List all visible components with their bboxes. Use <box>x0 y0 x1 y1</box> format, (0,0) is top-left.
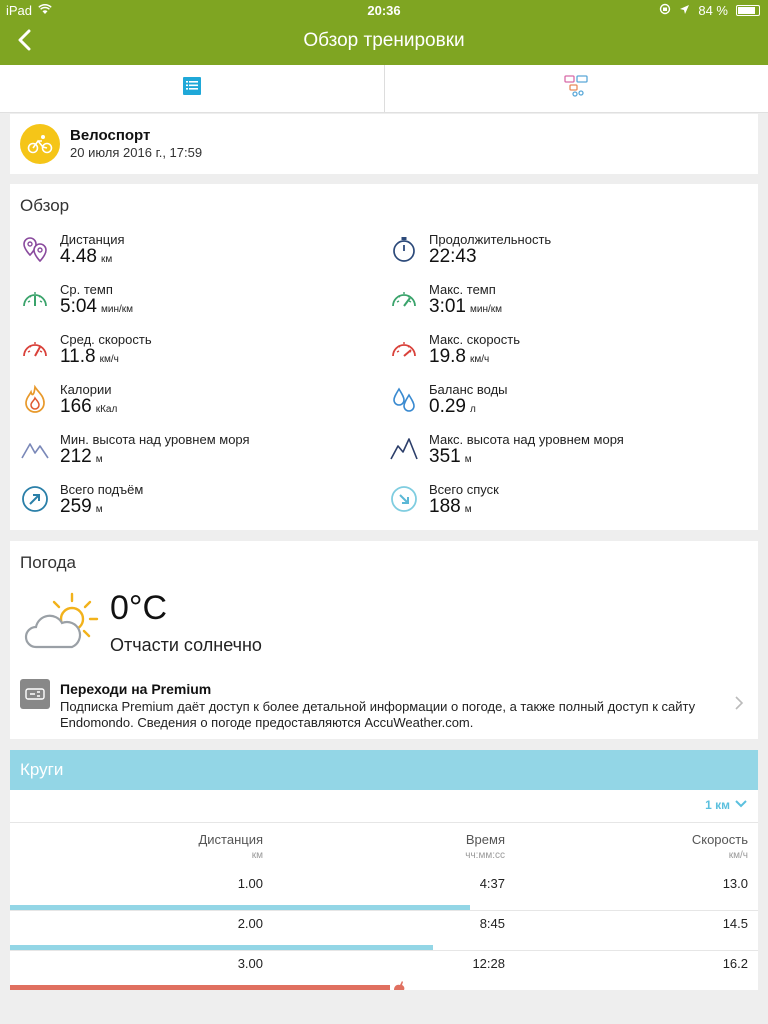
flame-icon <box>20 384 50 414</box>
map-pins-icon <box>20 234 50 264</box>
column-header-time: Время <box>465 832 505 847</box>
battery-percent: 84 % <box>698 3 728 18</box>
battery-icon <box>736 5 760 16</box>
stat-value: 188 <box>429 496 461 517</box>
max-pace-gauge-icon <box>389 284 419 314</box>
ascent-icon <box>20 484 50 514</box>
stat-unit: м <box>464 504 472 515</box>
stat-value: 259 <box>60 496 92 517</box>
lap-row <box>10 910 758 950</box>
lap-speed: 13.0 <box>722 876 748 891</box>
stat-unit: м <box>95 504 103 515</box>
premium-promo[interactable] <box>10 671 758 739</box>
stat-label: Дистанция <box>60 232 125 247</box>
status-time: 20:36 <box>367 3 401 18</box>
stat-unit: мин/км <box>100 304 133 315</box>
app-header <box>0 0 768 65</box>
min-altitude-icon <box>20 434 50 464</box>
chevron-right-icon <box>734 695 744 716</box>
stat-value: 5:04 <box>60 296 97 317</box>
stat-unit: м <box>464 454 472 465</box>
stat-label: Баланс воды <box>429 382 508 397</box>
cycling-icon <box>20 124 60 164</box>
speed-gauge-icon <box>20 334 50 364</box>
stopwatch-icon <box>389 234 419 264</box>
weather-card <box>10 541 758 739</box>
list-document-icon <box>182 76 202 101</box>
water-drops-icon <box>389 384 419 414</box>
column-header-speed: Скорость <box>691 832 748 847</box>
sport-name: Велоспорт <box>70 127 151 144</box>
chevron-down-icon <box>734 798 748 812</box>
lap-distance: 3.00 <box>237 956 263 971</box>
stat-label: Продолжительность <box>429 232 552 247</box>
device-name: iPad <box>6 3 33 18</box>
stat-unit: км <box>100 254 113 265</box>
comments-icon <box>564 74 588 103</box>
lap-row <box>10 950 758 990</box>
stat-unit: км/ч <box>469 354 490 365</box>
stat-value: 0.29 <box>429 396 466 417</box>
stat-unit: кКал <box>95 404 118 415</box>
stat-value: 212 <box>60 446 92 467</box>
lap-time: 12:28 <box>472 956 505 971</box>
lap-length-value: 1 км <box>705 798 730 812</box>
stat-value: 3:01 <box>429 296 466 317</box>
stat-label: Макс. высота над уровнем моря <box>429 432 624 447</box>
stat-calories <box>20 382 380 432</box>
max-speed-gauge-icon <box>389 334 419 364</box>
stat-max-altitude <box>389 432 749 482</box>
stat-label: Всего подъём <box>60 482 144 497</box>
laps-title: Круги <box>20 760 64 779</box>
stat-min-altitude <box>20 432 380 482</box>
tab-summary[interactable] <box>0 65 384 112</box>
partly-sunny-icon <box>22 591 102 653</box>
stat-descent <box>389 482 749 532</box>
stat-label: Макс. скорость <box>429 332 521 347</box>
column-unit-distance: км <box>251 850 263 861</box>
stat-water-balance <box>389 382 749 432</box>
weather-title: Погода <box>20 553 76 572</box>
promo-text: Подписка Premium даёт доступ к более детальной информации о погоде, а также полный доступ к сайту Endomondo. Сведения о погоде предоставляются AccuWeather.com. <box>60 699 696 730</box>
lap-speed: 14.5 <box>722 916 748 931</box>
orientation-lock-icon <box>659 3 671 18</box>
status-bar <box>0 0 768 20</box>
stat-value: 4.48 <box>60 246 97 267</box>
stat-ascent <box>20 482 380 532</box>
stat-unit: км/ч <box>99 354 119 365</box>
stat-max-speed <box>389 332 749 382</box>
lap-speed-bar <box>10 985 390 990</box>
lap-distance: 1.00 <box>237 876 263 891</box>
overview-title: Обзор <box>20 196 70 215</box>
max-altitude-icon <box>389 434 419 464</box>
stat-value: 351 <box>429 446 461 467</box>
column-unit-time: чч:мм:сс <box>465 850 505 861</box>
stat-label: Мин. высота над уровнем моря <box>60 432 250 447</box>
stat-avg-pace <box>20 282 380 332</box>
promo-title: Переходи на Premium <box>60 681 212 697</box>
stat-label: Калории <box>60 382 112 397</box>
stat-avg-speed <box>20 332 380 382</box>
stat-label: Сред. скорость <box>60 332 152 347</box>
stat-duration <box>389 232 749 282</box>
stat-value: 166 <box>60 396 92 417</box>
stat-distance <box>20 232 380 282</box>
descent-icon <box>389 484 419 514</box>
stat-label: Ср. темп <box>60 282 113 297</box>
lap-speed: 16.2 <box>722 956 748 971</box>
stat-value: 11.8 <box>60 346 96 367</box>
tab-social[interactable] <box>384 65 768 112</box>
stat-label: Всего спуск <box>429 482 499 497</box>
column-header-distance: Дистанция <box>198 832 263 847</box>
stat-value: 19.8 <box>429 346 466 367</box>
workout-summary-card <box>10 114 758 174</box>
overview-card <box>10 184 758 530</box>
location-arrow-icon <box>679 3 690 18</box>
workout-date: 20 июля 2016 г., 17:59 <box>70 145 203 160</box>
laps-card <box>10 790 758 990</box>
lap-length-selector[interactable] <box>705 798 748 812</box>
premium-icon <box>20 679 50 709</box>
stat-unit: л <box>469 404 476 415</box>
laps-header <box>10 750 758 790</box>
column-unit-speed: км/ч <box>728 850 748 861</box>
page-title: Обзор тренировки <box>303 30 465 51</box>
stat-unit: м <box>95 454 103 465</box>
pace-gauge-icon <box>20 284 50 314</box>
rabbit-icon <box>392 978 406 990</box>
weather-condition: Отчасти солнечно <box>110 635 262 655</box>
stat-max-pace <box>389 282 749 332</box>
stat-value: 22:43 <box>429 246 477 267</box>
stat-unit: мин/км <box>469 304 502 315</box>
stat-label: Макс. темп <box>429 282 496 297</box>
temperature: 0°C <box>110 589 168 627</box>
view-tabs <box>0 65 768 113</box>
lap-row <box>10 870 758 910</box>
lap-distance: 2.00 <box>237 916 263 931</box>
lap-time: 4:37 <box>479 876 505 891</box>
lap-time: 8:45 <box>479 916 505 931</box>
